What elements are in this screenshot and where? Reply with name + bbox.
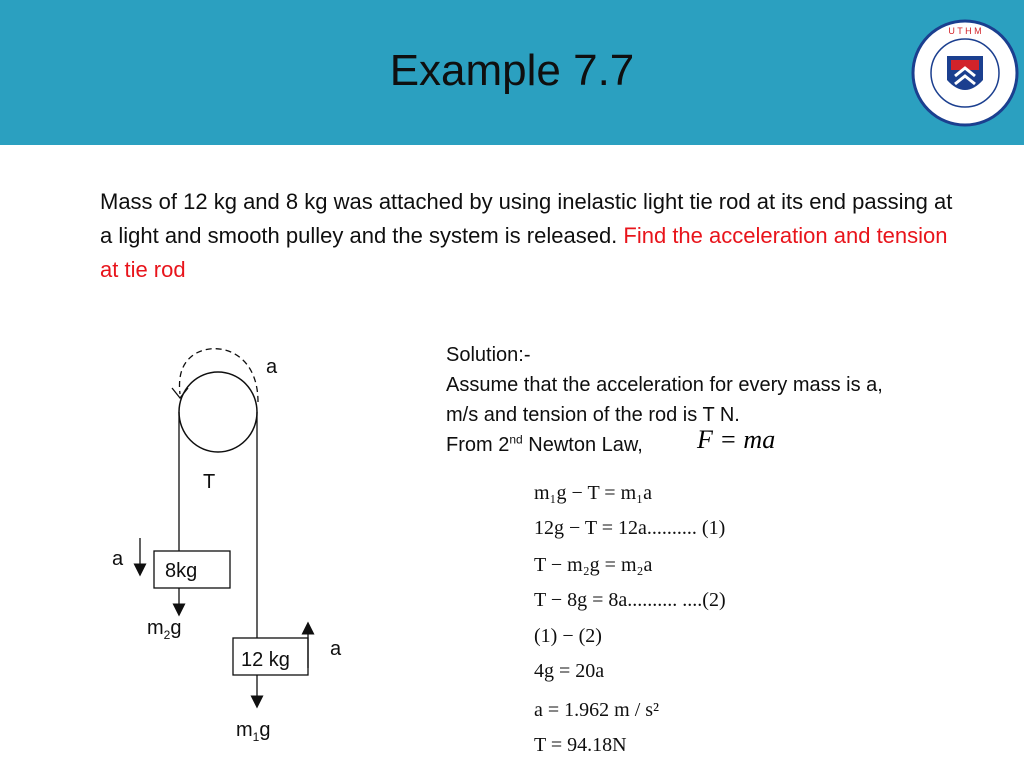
label-8kg: 8kg — [165, 560, 198, 582]
equation-5: (1) − (2) — [534, 625, 602, 647]
equation-8: T = 94.18N — [534, 734, 627, 756]
label-accel-right: a — [330, 638, 342, 660]
slide-title: Example 7.7 — [389, 46, 635, 95]
solution-heading: Solution:- — [446, 344, 531, 366]
pulley-wheel — [179, 372, 257, 452]
label-m1g: $m_1g$ — [236, 719, 271, 744]
equation-1: m₁g − T = m₁a — [534, 482, 652, 504]
svg-text:U T H M: U T H M — [948, 26, 982, 36]
label-accel-top: a — [266, 356, 278, 378]
newton-formula: F = ma — [697, 425, 776, 454]
problem-statement: Mass of 12 kg and 8 kg was attached by using inelastic light tie rod at its end passing at a light and smooth pulley and the system is released. Find the acceleration and tension at tie rod — [100, 189, 953, 282]
equation-6: 4g = 20a — [534, 660, 605, 682]
equation-3: T − m₂g = m₂a — [534, 554, 653, 576]
problem-question: Find the acceleration and tension at tie rod — [100, 223, 948, 282]
solution-line-1: Assume that the acceleration for every mass is a, — [446, 374, 883, 396]
solution-line-2: m/s and tension of the rod is T N. — [446, 404, 740, 426]
equation-2: 12g − T = 12a.......... (1) — [534, 517, 726, 539]
label-12kg: 12 kg — [241, 649, 290, 671]
label-tension: T — [203, 471, 216, 493]
solution-line-3: From 2nd Newton Law, — [446, 432, 643, 456]
label-m2g: $m_2g$ — [147, 617, 182, 642]
label-accel-left: a — [112, 548, 124, 570]
equation-4: T − 8g = 8a.......... ....(2) — [534, 589, 726, 611]
equation-7: a = 1.962 m / s² — [534, 699, 660, 721]
